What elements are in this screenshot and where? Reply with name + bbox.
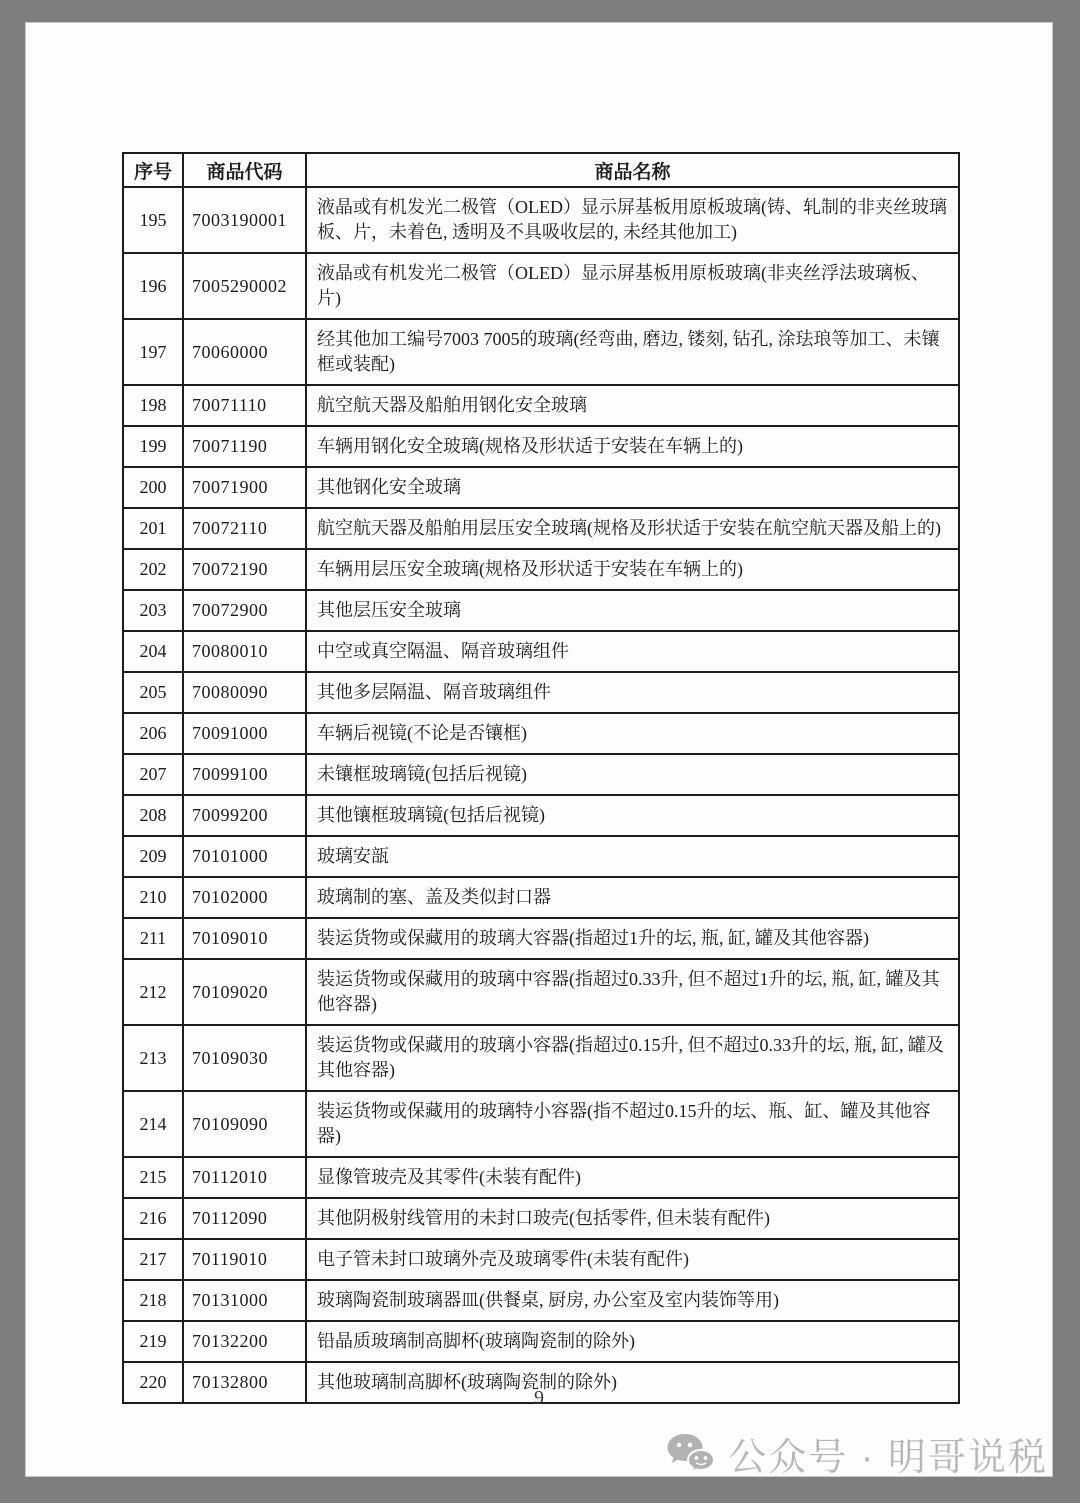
commodity-name-cell: 其他多层隔温、隔音玻璃组件: [306, 672, 959, 713]
commodity-name-cell: 其他阴极射线管用的未封口玻壳(包括零件, 但未装有配件): [306, 1198, 959, 1239]
table-row: [123, 253, 959, 319]
commodity-code-cell: 70060000: [183, 319, 306, 385]
table-row: [123, 959, 959, 1025]
commodity-name-cell: 其他镶框玻璃镜(包括后视镜): [306, 795, 959, 836]
table-row: [123, 836, 959, 877]
serial-number-cell: 213: [123, 1025, 183, 1091]
commodity-code-cell: 70080010: [183, 631, 306, 672]
commodity-name-cell: 经其他加工编号7003 7005的玻璃(经弯曲, 磨边, 镂刻, 钻孔, 涂珐琅等加工、未镶框或装配): [306, 319, 959, 385]
serial-number-cell: 212: [123, 959, 183, 1025]
table-row: [123, 549, 959, 590]
commodity-code-cell: 70072110: [183, 508, 306, 549]
serial-number-cell: 202: [123, 549, 183, 590]
table-row: [123, 590, 959, 631]
serial-number-cell: 208: [123, 795, 183, 836]
commodity-name-cell: 其他层压安全玻璃: [306, 590, 959, 631]
commodity-name-cell: 其他钢化安全玻璃: [306, 467, 959, 508]
serial-number-cell: 199: [123, 426, 183, 467]
commodity-code-cell: 70071110: [183, 385, 306, 426]
commodity-name-cell: 液晶或有机发光二极管（OLED）显示屏基板用原板玻璃(非夹丝浮法玻璃板、片): [306, 253, 959, 319]
serial-number-cell: 220: [123, 1362, 183, 1403]
table-row: [123, 187, 959, 253]
serial-number-cell: 201: [123, 508, 183, 549]
header-cell-name: 商品名称: [306, 153, 959, 187]
commodity-code-cell: 70102000: [183, 877, 306, 918]
commodity-code-cell: 70132800: [183, 1362, 306, 1403]
document-page: [25, 22, 1053, 1477]
table-row: [123, 1280, 959, 1321]
commodity-code-cell: 70112090: [183, 1198, 306, 1239]
serial-number-cell: 198: [123, 385, 183, 426]
watermark-label: 公众号 · 明哥说税: [728, 1437, 1048, 1479]
table-row: [123, 385, 959, 426]
commodity-name-cell: 其他玻璃制高脚杯(玻璃陶瓷制的除外): [306, 1362, 959, 1403]
commodity-code-cell: 70109020: [183, 959, 306, 1025]
serial-number-cell: 209: [123, 836, 183, 877]
commodity-name-cell: 航空航天器及船舶用钢化安全玻璃: [306, 385, 959, 426]
commodity-code-cell: 7003190001: [183, 187, 306, 253]
commodity-code-cell: 70071900: [183, 467, 306, 508]
table-row: [123, 319, 959, 385]
serial-number-cell: 215: [123, 1157, 183, 1198]
serial-number-cell: 197: [123, 319, 183, 385]
commodity-code-cell: 70109030: [183, 1025, 306, 1091]
serial-number-cell: 218: [123, 1280, 183, 1321]
table-row: [123, 877, 959, 918]
table-row: [123, 508, 959, 549]
serial-number-cell: 210: [123, 877, 183, 918]
commodity-name-cell: 显像管玻壳及其零件(未装有配件): [306, 1157, 959, 1198]
serial-number-cell: 206: [123, 713, 183, 754]
commodity-name-cell: 装运货物或保藏用的玻璃小容器(指超过0.15升, 但不超过0.33升的坛, 瓶, 缸, 罐及其他容器): [306, 1025, 959, 1091]
commodity-code-cell: 70099100: [183, 754, 306, 795]
serial-number-cell: 216: [123, 1198, 183, 1239]
table-row: [123, 426, 959, 467]
commodity-name-cell: 铅晶质玻璃制高脚杯(玻璃陶瓷制的除外): [306, 1321, 959, 1362]
table-header-row: [123, 153, 959, 187]
commodity-name-cell: 装运货物或保藏用的玻璃大容器(指超过1升的坛, 瓶, 缸, 罐及其他容器): [306, 918, 959, 959]
commodity-table-body: [123, 187, 959, 1403]
header-cell-serial: 序号: [123, 153, 183, 187]
table-row: [123, 467, 959, 508]
table-row: [123, 1239, 959, 1280]
commodity-name-cell: 装运货物或保藏用的玻璃特小容器(指不超过0.15升的坛、瓶、缸、罐及其他容器): [306, 1091, 959, 1157]
commodity-name-cell: 车辆后视镜(不论是否镶框): [306, 713, 959, 754]
commodity-code-cell: 70091000: [183, 713, 306, 754]
commodity-name-cell: 车辆用钢化安全玻璃(规格及形状适于安装在车辆上的): [306, 426, 959, 467]
commodity-name-cell: 电子管未封口玻璃外壳及玻璃零件(未装有配件): [306, 1239, 959, 1280]
commodity-code-cell: 70119010: [183, 1239, 306, 1280]
commodity-table: [122, 152, 960, 1404]
serial-number-cell: 196: [123, 253, 183, 319]
commodity-code-cell: 70080090: [183, 672, 306, 713]
serial-number-cell: 207: [123, 754, 183, 795]
serial-number-cell: 214: [123, 1091, 183, 1157]
commodity-code-cell: 70131000: [183, 1280, 306, 1321]
serial-number-cell: 219: [123, 1321, 183, 1362]
serial-number-cell: 205: [123, 672, 183, 713]
serial-number-cell: 195: [123, 187, 183, 253]
table-row: [123, 1198, 959, 1239]
commodity-name-cell: 装运货物或保藏用的玻璃中容器(指超过0.33升, 但不超过1升的坛, 瓶, 缸, 罐及其他容器): [306, 959, 959, 1025]
watermark: [666, 1426, 1048, 1481]
table-row: [123, 631, 959, 672]
commodity-code-cell: 70112010: [183, 1157, 306, 1198]
commodity-name-cell: 航空航天器及船舶用层压安全玻璃(规格及形状适于安装在航空航天器及船上的): [306, 508, 959, 549]
header-cell-code: 商品代码: [183, 153, 306, 187]
serial-number-cell: 211: [123, 918, 183, 959]
commodity-code-cell: 7005290002: [183, 253, 306, 319]
serial-number-cell: 200: [123, 467, 183, 508]
wechat-icon: [666, 1433, 714, 1475]
table-row: [123, 713, 959, 754]
table-row: [123, 672, 959, 713]
commodity-name-cell: 液晶或有机发光二极管（OLED）显示屏基板用原板玻璃(铸、轧制的非夹丝玻璃板、片，未着色, 透明及不具吸收层的, 未经其他加工): [306, 187, 959, 253]
commodity-name-cell: 未镶框玻璃镜(包括后视镜): [306, 754, 959, 795]
commodity-code-cell: 70099200: [183, 795, 306, 836]
table-row: [123, 795, 959, 836]
commodity-name-cell: 车辆用层压安全玻璃(规格及形状适于安装在车辆上的): [306, 549, 959, 590]
table-row: [123, 754, 959, 795]
commodity-code-cell: 70101000: [183, 836, 306, 877]
table-row: [123, 1157, 959, 1198]
table-row: [123, 1091, 959, 1157]
table-row: [123, 1321, 959, 1362]
serial-number-cell: 203: [123, 590, 183, 631]
commodity-name-cell: 玻璃陶瓷制玻璃器皿(供餐桌, 厨房, 办公室及室内装饰等用): [306, 1280, 959, 1321]
commodity-code-cell: 70072900: [183, 590, 306, 631]
table-row: [123, 918, 959, 959]
commodity-name-cell: 玻璃安瓿: [306, 836, 959, 877]
commodity-code-cell: 70132200: [183, 1321, 306, 1362]
commodity-code-cell: 70109090: [183, 1091, 306, 1157]
commodity-code-cell: 70072190: [183, 549, 306, 590]
serial-number-cell: 217: [123, 1239, 183, 1280]
commodity-code-cell: 70071190: [183, 426, 306, 467]
commodity-name-cell: 中空或真空隔温、隔音玻璃组件: [306, 631, 959, 672]
commodity-name-cell: 玻璃制的塞、盖及类似封口器: [306, 877, 959, 918]
serial-number-cell: 204: [123, 631, 183, 672]
commodity-code-cell: 70109010: [183, 918, 306, 959]
page-number: 9: [534, 1387, 544, 1409]
table-row: [123, 1025, 959, 1091]
